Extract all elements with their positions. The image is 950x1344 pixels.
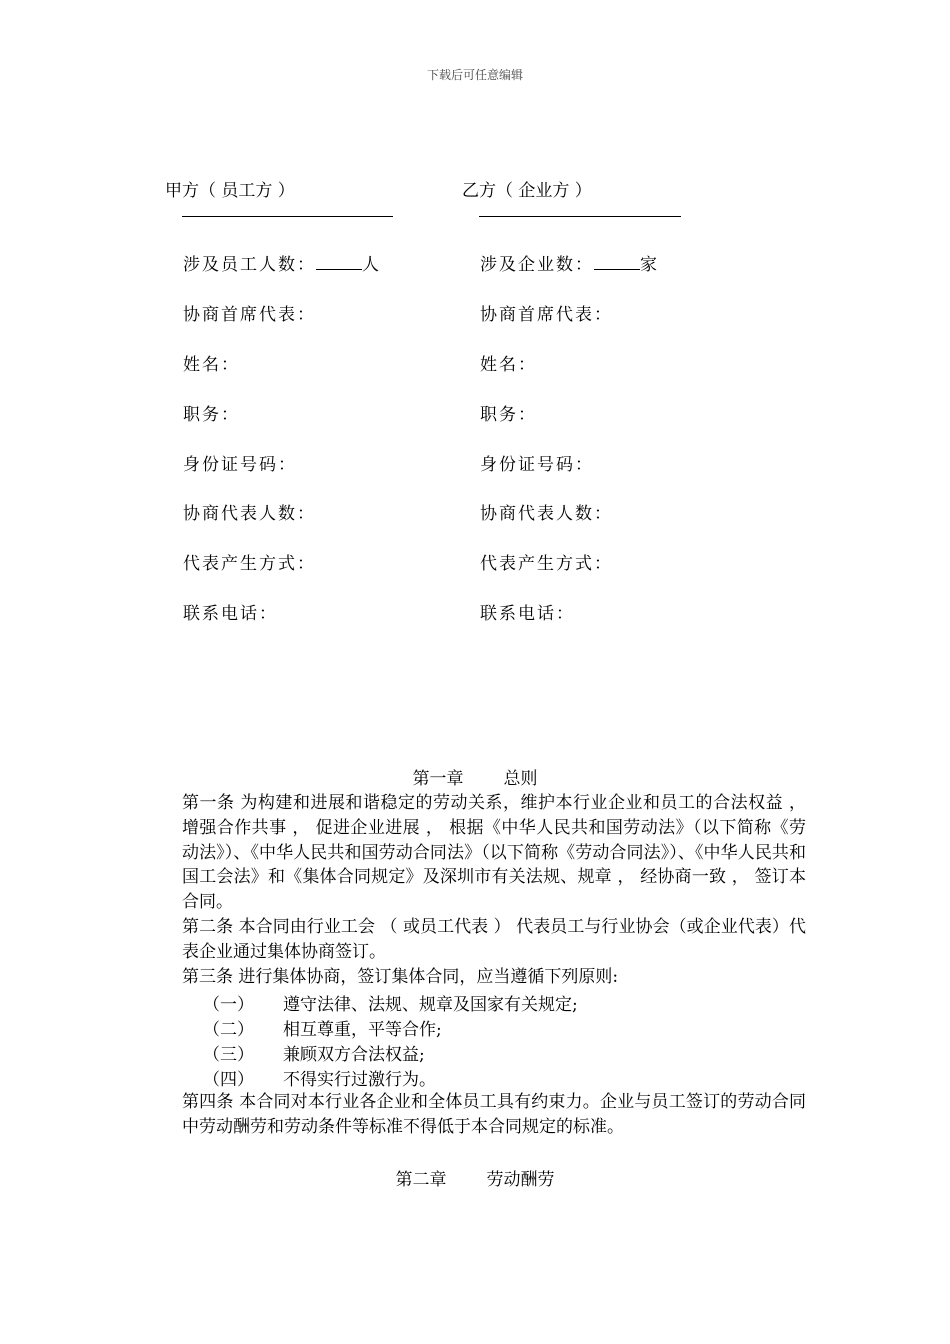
party-b-count-label: 涉及企业数： <box>480 255 594 275</box>
party-b-enterprise-count <box>480 250 659 275</box>
party-a-rep-count: 协商代表人数： <box>183 504 316 524</box>
party-a-count-label: 涉及员工人数： <box>183 255 316 275</box>
party-b-position: 职务： <box>480 405 537 425</box>
principle-2: （二） 相互尊重，平等合作; <box>203 1020 442 1040</box>
party-a-phone: 联系电话： <box>183 604 278 624</box>
party-b-signature-line <box>479 216 681 217</box>
party-b-title: 乙方（ 企业方 ） <box>462 181 592 201</box>
chapter-2-heading <box>0 1165 950 1190</box>
party-b-count-unit: 家 <box>640 255 659 275</box>
party-a-chief-rep: 协商首席代表： <box>183 305 316 325</box>
party-a-signature-line <box>182 216 393 217</box>
chapter-1-heading <box>0 764 950 789</box>
party-b-rep-method: 代表产生方式： <box>480 554 613 574</box>
party-a-employee-count <box>183 250 381 275</box>
article-1: 第一条 为构建和进展和谐稳定的劳动关系，维护本行业企业和员工的合法权益 ， 增强合作共事 ， 促进企业进展 ， 根据《中华人民共和国劳动法》（以下简称《劳动法》）、《中华人民共和国劳动合同法》（以下简称《劳动合同法》）、《中华人民共和国工会法》和《集体合同规定》及深圳市有关法规、规章 ， 经协商一致 ， 签订本合同。 <box>182 793 806 913</box>
party-b-chief-rep: 协商首席代表： <box>480 305 613 325</box>
party-a-position: 职务： <box>183 405 240 425</box>
party-a-count-blank <box>316 253 362 270</box>
party-a-count-unit: 人 <box>362 255 381 275</box>
principle-3: （三） 兼顾双方合法权益; <box>203 1045 425 1065</box>
party-b-phone: 联系电话： <box>480 604 575 624</box>
party-b-count-blank <box>594 253 640 270</box>
principle-4: （四） 不得实行过激行为。 <box>203 1070 436 1090</box>
page-header: 下载后可任意编辑 <box>426 68 523 82</box>
party-b-id-number: 身份证号码： <box>480 455 594 475</box>
article-2: 第二条 本合同由行业工会 （ 或员工代表 ） 代表员工与行业协会（或企业代表）代表企业通过集体协商签订。 <box>182 917 806 962</box>
chapter-1-number: 第一章 <box>412 769 464 789</box>
chapter-1-title: 总则 <box>503 769 538 789</box>
party-a-id-number: 身份证号码： <box>183 455 297 475</box>
article-3: 第三条 进行集体协商，签订集体合同，应当遵循下列原则: <box>182 967 619 987</box>
party-b-name: 姓名： <box>480 355 537 375</box>
article-4: 第四条 本合同对本行业各企业和全体员工具有约束力。企业与员工签订的劳动合同中劳动酬劳和劳动条件等标准不得低于本合同规定的标准。 <box>182 1092 806 1137</box>
party-a-rep-method: 代表产生方式： <box>183 554 316 574</box>
party-b-rep-count: 协商代表人数： <box>480 504 613 524</box>
chapter-2-title: 劳动酬劳 <box>486 1170 555 1190</box>
party-a-name: 姓名： <box>183 355 240 375</box>
party-a-title: 甲方（ 员工方 ） <box>165 181 295 201</box>
principle-1: （一） 遵守法律、法规、规章及国家有关规定; <box>203 995 578 1015</box>
chapter-2-number: 第二章 <box>395 1170 447 1190</box>
